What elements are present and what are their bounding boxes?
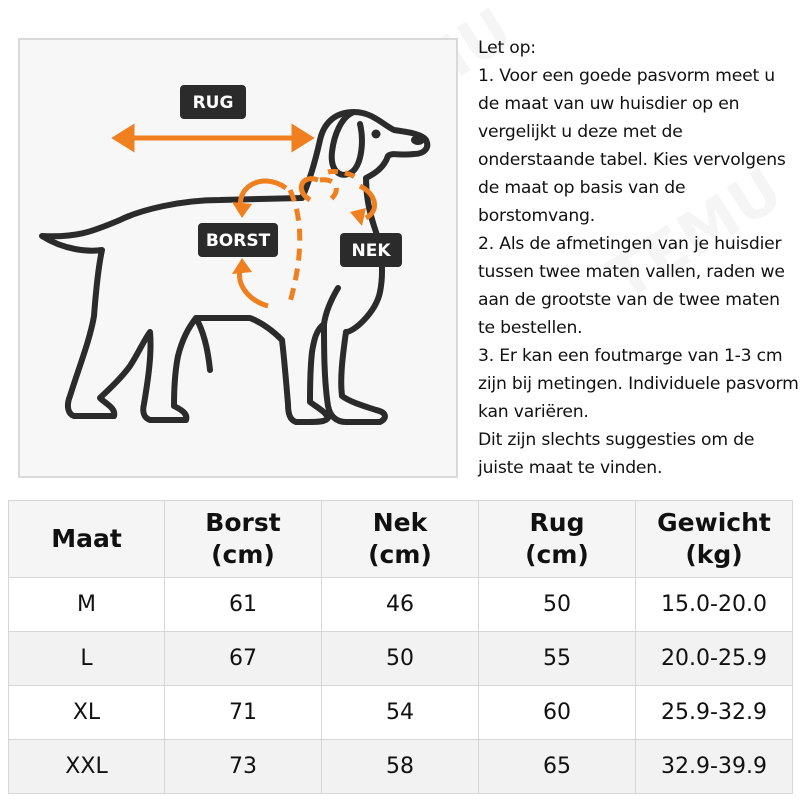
cell-neck: 46 (322, 578, 479, 632)
cell-weight: 32.9-39.9 (636, 740, 793, 794)
header-size (9, 501, 165, 578)
header-line: Nek (372, 508, 428, 537)
header-unit: (cm) (525, 540, 589, 569)
header-unit: (kg) (685, 540, 743, 569)
cell-weight: 20.0-25.9 (636, 632, 793, 686)
dog-nose (411, 135, 425, 145)
header-line: Rug (529, 508, 585, 537)
cell-size: XXL (9, 740, 165, 794)
cell-chest: 73 (165, 740, 322, 794)
header-neck (322, 501, 479, 578)
back-measure-arrow (116, 128, 310, 148)
nek-label (340, 233, 402, 267)
cell-weight: 25.9-32.9 (636, 686, 793, 740)
cell-back: 65 (479, 740, 636, 794)
cell-back: 50 (479, 578, 636, 632)
rug-label (180, 85, 246, 119)
header-line: Gewicht (657, 508, 771, 537)
cell-chest: 67 (165, 632, 322, 686)
cell-weight: 15.0-20.0 (636, 578, 793, 632)
arrow-head (350, 208, 366, 226)
dog-illustration (20, 40, 456, 476)
header-line: Borst (205, 508, 281, 537)
table-row (9, 740, 793, 794)
cell-chest: 71 (165, 686, 322, 740)
arrow-head (232, 258, 252, 274)
cell-neck: 54 (322, 686, 479, 740)
sizing-instructions: Let op: 1. Voor een goede pasvorm meet u de maat van uw huisdier op en vergelijkt u deze met de onderstaande tabel. Kies vervolgens de maat op basis van de borstomvang. 2. Als de afmetingen van je huisdier tussen twee maten vallen, raden we aan de grootste van de twee maten te bestellen. 3. Er kan een foutmarge van 1-3 cm zijn bij metingen. Individuele pasvorm kan variëren. Dit zijn slechts suggesties om de juiste maat te vinden. (478, 38, 799, 478)
size-chart-table (8, 500, 793, 794)
table-header-row (9, 501, 793, 578)
arrow-head (232, 202, 252, 218)
header-chest (165, 501, 322, 578)
cell-size: M (9, 578, 165, 632)
header-back (479, 501, 636, 578)
header-unit: (cm) (211, 540, 275, 569)
dog-eye (372, 130, 381, 139)
cell-back: 60 (479, 686, 636, 740)
table-row (9, 686, 793, 740)
cell-chest: 61 (165, 578, 322, 632)
table-row (9, 632, 793, 686)
table-row (9, 578, 793, 632)
cell-size: XL (9, 686, 165, 740)
header-line: Maat (51, 524, 122, 553)
svg-text:RUG: RUG (192, 93, 234, 113)
svg-text:BORST: BORST (205, 231, 271, 251)
cell-size: L (9, 632, 165, 686)
svg-text:NEK: NEK (351, 241, 391, 261)
header-weight (636, 501, 793, 578)
cell-back: 55 (479, 632, 636, 686)
borst-label (198, 223, 278, 257)
measurement-illustration (18, 38, 458, 478)
header-unit: (cm) (368, 540, 432, 569)
cell-neck: 58 (322, 740, 479, 794)
cell-neck: 50 (322, 632, 479, 686)
